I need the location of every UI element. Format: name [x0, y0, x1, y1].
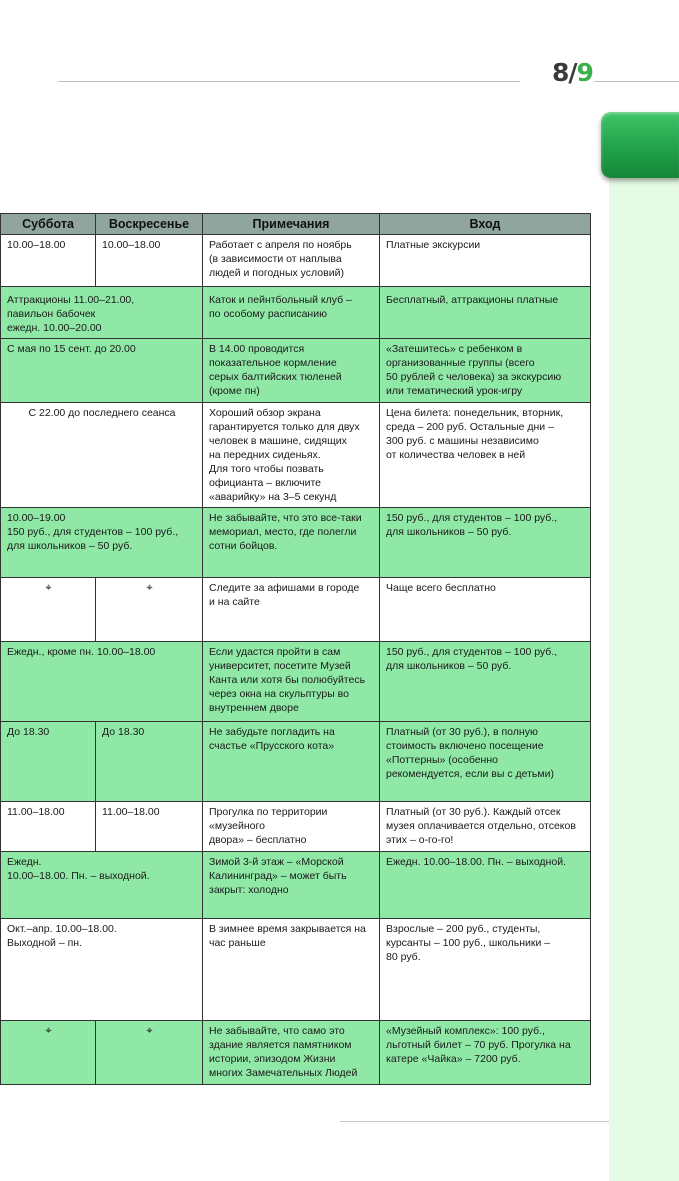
cell-entry: Бесплатный, аттракционы платные [380, 287, 591, 339]
bottom-rule [340, 1121, 609, 1122]
cell-notes: В 14.00 проводится показательное кормление серых балтийских тюленей (кроме пн) [203, 339, 380, 403]
table-row [1, 578, 591, 642]
cell-weekend: Ежедн. 10.00–18.00. Пн. – выходной. [1, 852, 203, 919]
cell-entry: Взрослые – 200 руб., студенты, курсанты – 100 руб., школьники – 80 руб. [380, 919, 591, 1021]
table-row [1, 642, 591, 722]
table-row [1, 1021, 591, 1085]
cell-sunday-pin-icon: ⌖ [96, 1021, 203, 1085]
cell-notes: Хороший обзор экрана гарантируется только для двух человек в машине, сидящих на передних сиденьях. Для того чтобы позвать официанта – включите «аварийку» на 3–5 секунд [203, 403, 380, 508]
page-current: 8/ [552, 58, 577, 87]
table-row [1, 919, 591, 1021]
table-row [1, 403, 591, 508]
cell-sunday: 11.00–18.00 [96, 802, 203, 852]
table-row [1, 802, 591, 852]
cell-saturday-pin-icon: ⌖ [1, 1021, 96, 1085]
cell-notes: Не забывайте, что само это здание является памятником истории, эпизодом Жизни многих Замечательных Людей [203, 1021, 380, 1085]
table-header-row [1, 214, 591, 235]
cell-saturday: 10.00–18.00 [1, 235, 96, 287]
cell-entry: Цена билета: понедельник, вторник, среда – 200 руб. Остальные дни – 300 руб. с машины независимо от количества человек в ней [380, 403, 591, 508]
cell-sunday: До 18.30 [96, 722, 203, 802]
schedule-table [0, 213, 591, 1085]
cell-entry: Платный (от 30 руб.), в полную стоимость включено посещение «Поттерны» (особенно рекомендуется, если вы с детьми) [380, 722, 591, 802]
cell-notes: Не забывайте, что это все-таки мемориал, место, где полегли сотни бойцов. [203, 508, 380, 578]
cell-entry: 150 руб., для студентов – 100 руб., для школьников – 50 руб. [380, 642, 591, 722]
cell-notes: Каток и пейнтбольный клуб – по особому расписанию [203, 287, 380, 339]
cell-entry: Платные экскурсии [380, 235, 591, 287]
top-rule [58, 81, 520, 82]
cell-notes: Работает с апреля по ноябрь (в зависимости от наплыва людей и погодных условий) [203, 235, 380, 287]
table-row [1, 339, 591, 403]
cell-weekend: Окт.–апр. 10.00–18.00. Выходной – пн. [1, 919, 203, 1021]
cell-saturday: До 18.30 [1, 722, 96, 802]
page-number [552, 58, 593, 87]
cell-entry: Чаще всего бесплатно [380, 578, 591, 642]
header-sunday: Воскресенье [96, 214, 203, 235]
table-row [1, 235, 591, 287]
cell-notes: В зимнее время закрывается на час раньше [203, 919, 380, 1021]
cell-weekend: 10.00–19.00 150 руб., для студентов – 100 руб., для школьников – 50 руб. [1, 508, 203, 578]
cell-saturday: 11.00–18.00 [1, 802, 96, 852]
table-row [1, 508, 591, 578]
cell-entry: «Затешитесь» с ребенком в организованные группы (всего 50 рублей с человека) за экскурсию или тематический урок-игру [380, 339, 591, 403]
table-row [1, 852, 591, 919]
top-rule-right [594, 81, 679, 82]
cell-notes: Прогулка по территории «музейного двора» – бесплатно [203, 802, 380, 852]
cell-notes: Зимой 3-й этаж – «Морской Калининград» – может быть закрыт: холодно [203, 852, 380, 919]
cell-notes: Если удастся пройти в сам университет, посетите Музей Канта или хотя бы полюбуйтесь через окна на скульптуры во внутреннем дворе [203, 642, 380, 722]
header-entry: Вход [380, 214, 591, 235]
cell-entry: Платный (от 30 руб.). Каждый отсек музея оплачивается отдельно, отсеков этих – о-го-го! [380, 802, 591, 852]
cell-entry: Ежедн. 10.00–18.00. Пн. – выходной. [380, 852, 591, 919]
cell-entry: 150 руб., для студентов – 100 руб., для школьников – 50 руб. [380, 508, 591, 578]
table-row [1, 287, 591, 339]
cell-entry: «Музейный комплекс»: 100 руб., льготный билет – 70 руб. Прогулка на катере «Чайка» – 7200 руб. [380, 1021, 591, 1085]
cell-sunday-pin-icon: ⌖ [96, 578, 203, 642]
cell-saturday-pin-icon: ⌖ [1, 578, 96, 642]
page-total: 9 [576, 58, 593, 87]
cell-weekend: Ежедн., кроме пн. 10.00–18.00 [1, 642, 203, 722]
side-strip [609, 140, 679, 1181]
cell-weekend: Аттракционы 11.00–21.00, павильон бабочек ежедн. 10.00–20.00 [1, 287, 203, 339]
header-saturday: Суббота [1, 214, 96, 235]
cell-weekend: С мая по 15 сент. до 20.00 [1, 339, 203, 403]
header-notes: Примечания [203, 214, 380, 235]
cell-notes: Не забудьте погладить на счастье «Прусского кота» [203, 722, 380, 802]
cell-sunday: 10.00–18.00 [96, 235, 203, 287]
cell-weekend: С 22.00 до последнего сеанса [1, 403, 203, 508]
table-row [1, 722, 591, 802]
section-tab[interactable] [601, 112, 679, 178]
cell-notes: Следите за афишами в городе и на сайте [203, 578, 380, 642]
